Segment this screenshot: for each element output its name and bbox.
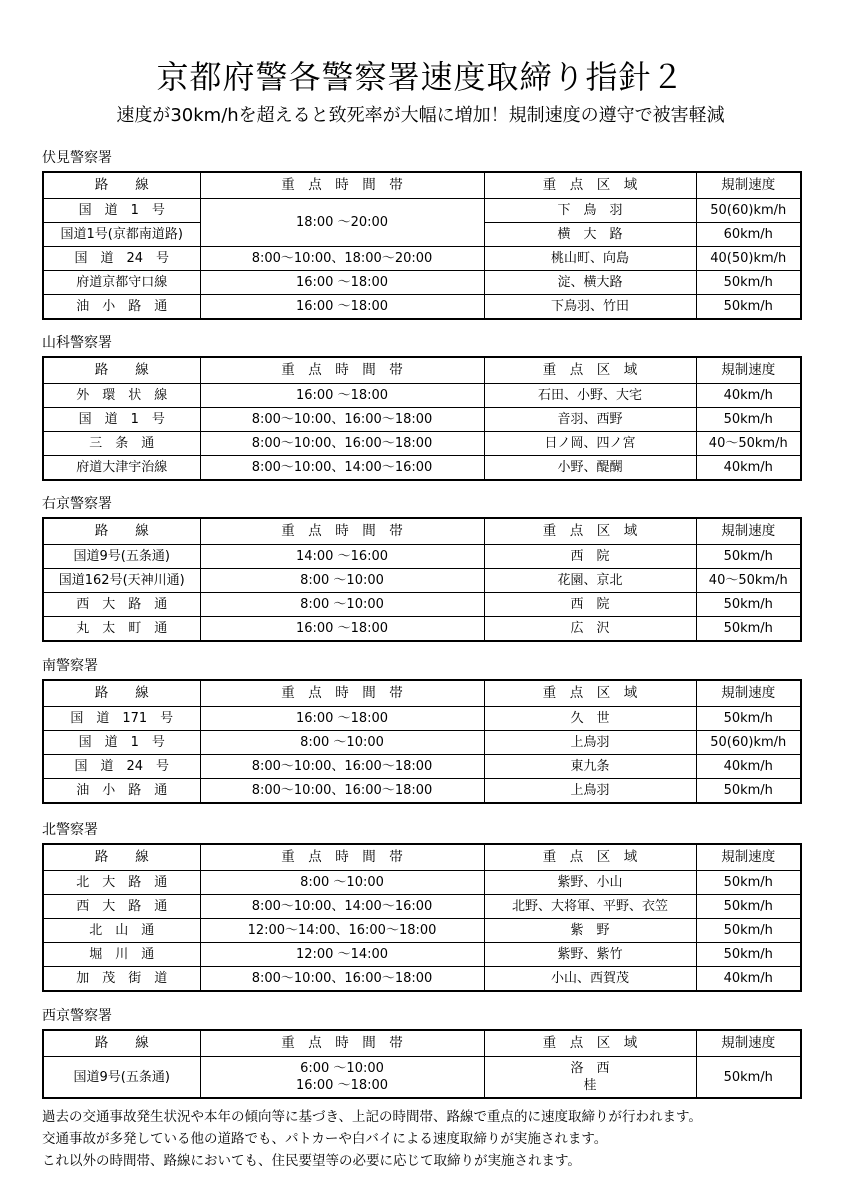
station-section xyxy=(42,1006,800,1099)
route-cell: 加 茂 街 道 xyxy=(43,967,200,992)
limit-cell: 50km/h xyxy=(696,617,801,642)
table-row xyxy=(43,943,801,967)
limit-cell: 40km/h xyxy=(696,384,801,408)
table-row xyxy=(43,617,801,642)
route-cell: 西 大 路 通 xyxy=(43,895,200,919)
table-row xyxy=(43,247,801,271)
header-limit: 規制速度 xyxy=(696,1030,801,1057)
area-cell: 淀、横大路 xyxy=(484,271,696,295)
time-cell: 8:00 ～10:00 xyxy=(200,871,484,895)
table-header-row xyxy=(43,1030,801,1057)
time-cell: 8:00～10:00、16:00～18:00 xyxy=(200,967,484,992)
route-cell: 国道1号(京都南道路) xyxy=(43,223,200,247)
station-section xyxy=(42,656,800,804)
route-cell: 国 道 1 号 xyxy=(43,408,200,432)
limit-cell: 50km/h xyxy=(696,295,801,320)
table-row xyxy=(43,384,801,408)
table-row xyxy=(43,569,801,593)
page-title: 京都府警各警察署速度取締り指針２ xyxy=(156,58,685,96)
table-row xyxy=(43,545,801,569)
area-cell: 上鳥羽 xyxy=(484,731,696,755)
route-cell: 国 道 1 号 xyxy=(43,731,200,755)
area-cell: 北野、大将軍、平野、衣笠 xyxy=(484,895,696,919)
limit-cell: 50km/h xyxy=(696,545,801,569)
time-cell: 16:00 ～18:00 xyxy=(200,617,484,642)
time-cell: 12:00 ～14:00 xyxy=(200,943,484,967)
table-row xyxy=(43,1057,801,1099)
station-name: 南警察署 xyxy=(42,658,98,674)
route-cell: 丸 太 町 通 xyxy=(43,617,200,642)
station-name: 西京警察署 xyxy=(42,1008,112,1024)
enforcement-table xyxy=(42,1029,802,1099)
table-header-row xyxy=(43,518,801,545)
time-cell: 16:00 ～18:00 xyxy=(200,384,484,408)
area-cell: 西 院 xyxy=(484,545,696,569)
page-subtitle: 速度が30km/hを超えると致死率が大幅に増加！規制速度の遵守で被害軽減 xyxy=(116,105,725,126)
enforcement-table xyxy=(42,171,802,320)
station-name: 北警察署 xyxy=(42,822,98,838)
time-cell: 14:00 ～16:00 xyxy=(200,545,484,569)
header-time: 重 点 時 間 帯 xyxy=(200,1030,484,1057)
table-header-row xyxy=(43,357,801,384)
station-section xyxy=(42,820,800,992)
table-row xyxy=(43,731,801,755)
limit-cell: 40～50km/h xyxy=(696,569,801,593)
route-cell: 外 環 状 線 xyxy=(43,384,200,408)
limit-cell: 50(60)km/h xyxy=(696,199,801,223)
header-route: 路 線 xyxy=(43,357,200,384)
route-cell: 国 道 24 号 xyxy=(43,247,200,271)
area-cell: 東九条 xyxy=(484,755,696,779)
route-cell: 北 山 通 xyxy=(43,919,200,943)
area-cell: 上鳥羽 xyxy=(484,779,696,804)
time-cell: 8:00～10:00、14:00～16:00 xyxy=(200,456,484,481)
area-cell: 西 院 xyxy=(484,593,696,617)
area-cell: 下 鳥 羽 xyxy=(484,199,696,223)
route-cell: 三 条 通 xyxy=(43,432,200,456)
header-route: 路 線 xyxy=(43,172,200,199)
limit-cell: 50km/h xyxy=(696,779,801,804)
header-limit: 規制速度 xyxy=(696,357,801,384)
area-line: 桂 xyxy=(583,1078,597,1093)
time-cell: 8:00～10:00、16:00～18:00 xyxy=(200,779,484,804)
limit-cell: 40km/h xyxy=(696,755,801,779)
area-cell: 横 大 路 xyxy=(484,223,696,247)
area-cell: 花園、京北 xyxy=(484,569,696,593)
header-area: 重 点 区 域 xyxy=(484,172,696,199)
table-row xyxy=(43,755,801,779)
area-cell: 小野、醍醐 xyxy=(484,456,696,481)
time-line: 6:00 ～10:00 xyxy=(300,1061,384,1076)
table-row xyxy=(43,779,801,804)
limit-cell: 50km/h xyxy=(696,271,801,295)
area-cell: 桃山町、向島 xyxy=(484,247,696,271)
time-cell xyxy=(200,1057,484,1099)
area-cell: 紫野、紫竹 xyxy=(484,943,696,967)
route-cell: 油 小 路 通 xyxy=(43,779,200,804)
header-route: 路 線 xyxy=(43,1030,200,1057)
enforcement-table xyxy=(42,843,802,992)
area-cell xyxy=(484,1057,696,1099)
header-route: 路 線 xyxy=(43,680,200,707)
route-cell: 府道京都守口線 xyxy=(43,271,200,295)
time-cell: 12:00～14:00、16:00～18:00 xyxy=(200,919,484,943)
area-cell: 下鳥羽、竹田 xyxy=(484,295,696,320)
limit-cell: 50km/h xyxy=(696,943,801,967)
table-row xyxy=(43,199,801,223)
note-line: これ以外の時間帯、路線においても、住民要望等の必要に応じて取締りが実施されます。 xyxy=(42,1153,581,1169)
table-header-row xyxy=(43,172,801,199)
time-cell: 8:00 ～10:00 xyxy=(200,593,484,617)
route-cell: 国 道 171 号 xyxy=(43,707,200,731)
header-limit: 規制速度 xyxy=(696,844,801,871)
enforcement-table xyxy=(42,356,802,481)
header-area: 重 点 区 域 xyxy=(484,844,696,871)
area-cell: 音羽、西野 xyxy=(484,408,696,432)
route-cell: 国 道 24 号 xyxy=(43,755,200,779)
header-time: 重 点 時 間 帯 xyxy=(200,680,484,707)
area-cell: 日ノ岡、四ノ宮 xyxy=(484,432,696,456)
area-line: 洛 西 xyxy=(570,1061,610,1076)
time-cell: 8:00～10:00、18:00～20:00 xyxy=(200,247,484,271)
header-area: 重 点 区 域 xyxy=(484,1030,696,1057)
table-row xyxy=(43,707,801,731)
limit-cell: 50km/h xyxy=(696,707,801,731)
limit-cell: 50km/h xyxy=(696,895,801,919)
route-cell: 堀 川 通 xyxy=(43,943,200,967)
header-area: 重 点 区 域 xyxy=(484,357,696,384)
time-cell: 16:00 ～18:00 xyxy=(200,707,484,731)
notes xyxy=(42,1106,702,1172)
table-row xyxy=(43,456,801,481)
time-cell: 8:00～10:00、16:00～18:00 xyxy=(200,408,484,432)
limit-cell: 50km/h xyxy=(696,871,801,895)
header-route: 路 線 xyxy=(43,518,200,545)
route-cell: 府道大津宇治線 xyxy=(43,456,200,481)
table-row xyxy=(43,271,801,295)
table-row xyxy=(43,593,801,617)
header-area: 重 点 区 域 xyxy=(484,518,696,545)
route-cell: 油 小 路 通 xyxy=(43,295,200,320)
station-name: 伏見警察署 xyxy=(42,150,112,166)
limit-cell: 50km/h xyxy=(696,408,801,432)
table-row xyxy=(43,295,801,320)
area-cell: 石田、小野、大宅 xyxy=(484,384,696,408)
area-cell: 小山、西賀茂 xyxy=(484,967,696,992)
header-route: 路 線 xyxy=(43,844,200,871)
header-time: 重 点 時 間 帯 xyxy=(200,172,484,199)
station-section xyxy=(42,494,800,642)
table-row xyxy=(43,871,801,895)
area-cell: 久 世 xyxy=(484,707,696,731)
enforcement-table xyxy=(42,679,802,804)
limit-cell: 40～50km/h xyxy=(696,432,801,456)
time-cell: 8:00～10:00、14:00～16:00 xyxy=(200,895,484,919)
area-cell: 紫 野 xyxy=(484,919,696,943)
station-section xyxy=(42,333,800,481)
limit-cell: 50km/h xyxy=(696,919,801,943)
station-name: 右京警察署 xyxy=(42,496,112,512)
route-cell: 国道9号(五条通) xyxy=(43,545,200,569)
time-cell: 8:00 ～10:00 xyxy=(200,569,484,593)
time-cell: 18:00 ～20:00 xyxy=(200,199,484,247)
limit-cell: 40km/h xyxy=(696,967,801,992)
route-cell: 北 大 路 通 xyxy=(43,871,200,895)
limit-cell: 40km/h xyxy=(696,456,801,481)
table-row xyxy=(43,919,801,943)
area-cell: 広 沢 xyxy=(484,617,696,642)
time-cell: 8:00～10:00、16:00～18:00 xyxy=(200,432,484,456)
header-area: 重 点 区 域 xyxy=(484,680,696,707)
header-time: 重 点 時 間 帯 xyxy=(200,357,484,384)
header-limit: 規制速度 xyxy=(696,518,801,545)
table-row xyxy=(43,895,801,919)
route-cell: 国道9号(五条通) xyxy=(43,1057,200,1099)
limit-cell: 50(60)km/h xyxy=(696,731,801,755)
route-cell: 西 大 路 通 xyxy=(43,593,200,617)
time-cell: 16:00 ～18:00 xyxy=(200,295,484,320)
note-line: 過去の交通事故発生状況や本年の傾向等に基づき、上記の時間帯、路線で重点的に速度取締りが行われます。 xyxy=(42,1109,702,1125)
table-header-row xyxy=(43,844,801,871)
time-cell: 8:00～10:00、16:00～18:00 xyxy=(200,755,484,779)
note-line: 交通事故が多発している他の道路でも、パトカーや白バイによる速度取締りが実施されます。 xyxy=(42,1131,608,1147)
header-limit: 規制速度 xyxy=(696,172,801,199)
station-name: 山科警察署 xyxy=(42,335,112,351)
time-cell: 8:00 ～10:00 xyxy=(200,731,484,755)
table-row xyxy=(43,967,801,992)
header-time: 重 点 時 間 帯 xyxy=(200,844,484,871)
limit-cell: 60km/h xyxy=(696,223,801,247)
table-row xyxy=(43,408,801,432)
station-section xyxy=(42,148,800,320)
limit-cell: 50km/h xyxy=(696,593,801,617)
enforcement-table xyxy=(42,517,802,642)
time-cell: 16:00 ～18:00 xyxy=(200,271,484,295)
route-cell: 国道162号(天神川通) xyxy=(43,569,200,593)
limit-cell: 50km/h xyxy=(696,1057,801,1099)
area-cell: 紫野、小山 xyxy=(484,871,696,895)
header-time: 重 点 時 間 帯 xyxy=(200,518,484,545)
header-limit: 規制速度 xyxy=(696,680,801,707)
limit-cell: 40(50)km/h xyxy=(696,247,801,271)
table-header-row xyxy=(43,680,801,707)
time-line: 16:00 ～18:00 xyxy=(295,1078,389,1093)
route-cell: 国 道 1 号 xyxy=(43,199,200,223)
table-row xyxy=(43,432,801,456)
